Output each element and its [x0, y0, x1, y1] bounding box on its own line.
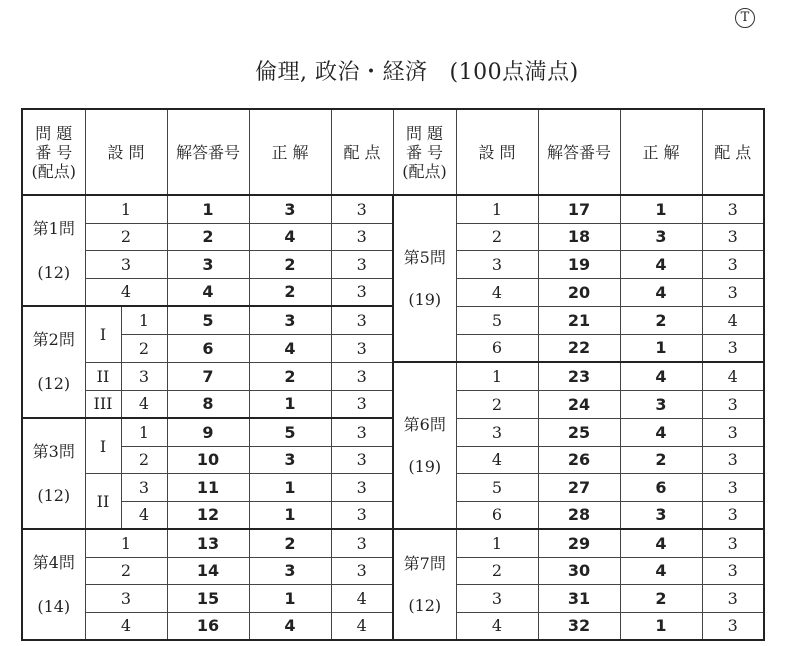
points-value: 3 [331, 446, 393, 474]
answer-number: 26 [538, 446, 620, 474]
answer-number: 4 [167, 278, 249, 306]
points-value: 3 [702, 390, 764, 418]
header-correct: 正 解 [620, 109, 702, 195]
sub-question: 2 [456, 223, 538, 251]
header-sub-question: 設 問 [85, 109, 167, 195]
answer-number: 27 [538, 474, 620, 502]
header-q-number-line: 番 号 [405, 142, 444, 162]
correct-answer: 4 [620, 278, 702, 306]
sub-question: 1 [85, 529, 167, 557]
group-points: (12) [37, 485, 71, 505]
points-value: 3 [331, 418, 393, 446]
version-mark: T [735, 8, 755, 28]
points-value: 3 [702, 446, 764, 474]
header-q-number-line: 問 題 [35, 123, 73, 143]
correct-answer: 3 [620, 223, 702, 251]
answer-table [21, 108, 765, 641]
answer-number: 30 [538, 557, 620, 585]
sub-question: 6 [456, 501, 538, 529]
table-row [22, 195, 764, 223]
header-q-number-line: (配点) [402, 161, 447, 181]
points-value: 3 [331, 306, 393, 334]
answer-number: 5 [167, 306, 249, 334]
header-points: 配 点 [702, 109, 764, 195]
points-value: 3 [702, 278, 764, 306]
correct-answer: 4 [249, 612, 331, 640]
header-answer-number: 解答番号 [167, 109, 249, 195]
answer-number: 31 [538, 585, 620, 613]
header-q-number [393, 109, 456, 195]
sub-question: 2 [85, 223, 167, 251]
points-value: 3 [702, 529, 764, 557]
points-value: 3 [331, 474, 393, 502]
points-value: 3 [702, 418, 764, 446]
sub-question: 1 [456, 529, 538, 557]
sub-question: 4 [121, 390, 167, 418]
answer-number: 21 [538, 306, 620, 334]
question-group [393, 362, 456, 529]
points-value: 3 [702, 585, 764, 613]
sub-question: 2 [456, 390, 538, 418]
section-roman: II [85, 474, 121, 530]
page-title [255, 55, 579, 86]
points-value: 3 [702, 557, 764, 585]
correct-answer: 2 [249, 529, 331, 557]
correct-answer: 3 [249, 195, 331, 223]
points-value: 3 [331, 390, 393, 418]
sub-question: 3 [456, 585, 538, 613]
score-note: (100点満点) [449, 60, 579, 85]
points-value: 3 [331, 334, 393, 362]
header-row [22, 109, 764, 195]
header-q-number [22, 109, 85, 195]
sub-question: 3 [85, 585, 167, 613]
correct-answer: 2 [249, 278, 331, 306]
sub-question: 1 [456, 362, 538, 390]
header-correct: 正 解 [249, 109, 331, 195]
correct-answer: 1 [620, 334, 702, 362]
group-points: (12) [37, 374, 71, 393]
sub-question: 3 [85, 251, 167, 279]
correct-answer: 4 [620, 362, 702, 390]
answer-number: 17 [538, 195, 620, 223]
points-value: 3 [702, 223, 764, 251]
table-row [22, 362, 764, 390]
header-points: 配 点 [331, 109, 393, 195]
answer-number: 6 [167, 334, 249, 362]
correct-answer: 4 [620, 529, 702, 557]
correct-answer: 4 [620, 418, 702, 446]
answer-number: 1 [167, 195, 249, 223]
sub-question: 3 [456, 418, 538, 446]
correct-answer: 1 [620, 612, 702, 640]
points-value: 4 [702, 306, 764, 334]
sub-question: 1 [121, 306, 167, 334]
correct-answer: 1 [249, 474, 331, 502]
correct-answer: 3 [620, 501, 702, 529]
section-roman: II [85, 362, 121, 390]
sub-question: 4 [456, 612, 538, 640]
points-value: 3 [331, 557, 393, 585]
correct-answer: 6 [620, 474, 702, 502]
answer-number: 16 [167, 612, 249, 640]
correct-answer: 4 [620, 251, 702, 279]
correct-answer: 4 [249, 334, 331, 362]
group-points: (12) [37, 262, 71, 282]
points-value: 3 [331, 362, 393, 390]
answer-number: 2 [167, 223, 249, 251]
answer-number: 29 [538, 529, 620, 557]
group-name: 第1問 [32, 218, 75, 238]
header-q-number-line: (配点) [31, 161, 76, 181]
sub-question: 6 [456, 334, 538, 362]
sub-question: 2 [85, 557, 167, 585]
answer-table-body [22, 109, 764, 640]
answer-number: 20 [538, 278, 620, 306]
group-points: (19) [408, 289, 442, 309]
correct-answer: 2 [620, 585, 702, 613]
group-name: 第6問 [403, 414, 446, 434]
answer-number: 13 [167, 529, 249, 557]
question-group [22, 306, 85, 418]
correct-answer: 2 [249, 362, 331, 390]
points-value: 3 [331, 195, 393, 223]
points-value: 3 [702, 195, 764, 223]
sub-question: 3 [456, 251, 538, 279]
sub-question: 2 [121, 446, 167, 474]
points-value: 3 [331, 529, 393, 557]
section-roman: I [85, 306, 121, 362]
group-points: (14) [37, 596, 71, 616]
sub-question: 4 [456, 446, 538, 474]
correct-answer: 2 [620, 446, 702, 474]
answer-number: 19 [538, 251, 620, 279]
sub-question: 1 [85, 195, 167, 223]
points-value: 4 [331, 585, 393, 613]
answer-number: 12 [167, 501, 249, 529]
sub-question: 1 [456, 195, 538, 223]
answer-number: 14 [167, 557, 249, 585]
answer-number: 32 [538, 612, 620, 640]
points-value: 3 [702, 612, 764, 640]
points-value: 3 [331, 501, 393, 529]
answer-number: 22 [538, 334, 620, 362]
header-q-number-line: 番 号 [35, 142, 73, 162]
correct-answer: 5 [249, 418, 331, 446]
sub-question: 4 [85, 278, 167, 306]
group-name: 第4問 [32, 552, 75, 572]
group-name: 第5問 [403, 247, 446, 267]
answer-number: 15 [167, 585, 249, 613]
answer-number: 8 [167, 390, 249, 418]
sub-question: 4 [85, 612, 167, 640]
points-value: 4 [702, 362, 764, 390]
points-value: 3 [702, 474, 764, 502]
answer-number: 25 [538, 418, 620, 446]
group-points: (19) [408, 456, 442, 476]
correct-answer: 2 [249, 251, 331, 279]
header-answer-number: 解答番号 [538, 109, 620, 195]
sub-question: 3 [121, 362, 167, 390]
points-value: 3 [331, 223, 393, 251]
answer-number: 18 [538, 223, 620, 251]
points-value: 3 [702, 251, 764, 279]
points-value: 3 [702, 501, 764, 529]
points-value: 3 [702, 334, 764, 362]
correct-answer: 3 [249, 306, 331, 334]
sub-question: 3 [121, 474, 167, 502]
question-group [22, 195, 85, 306]
correct-answer: 2 [620, 306, 702, 334]
answer-number: 7 [167, 362, 249, 390]
section-roman: I [85, 418, 121, 474]
points-value: 4 [331, 612, 393, 640]
correct-answer: 1 [249, 585, 331, 613]
question-group [393, 195, 456, 362]
correct-answer: 3 [620, 390, 702, 418]
question-group [22, 529, 85, 640]
group-points: (12) [408, 595, 442, 615]
sub-question: 4 [121, 501, 167, 529]
answer-number: 11 [167, 474, 249, 502]
section-roman: III [85, 390, 121, 418]
subject-title: 倫理, 政治・経済 [255, 60, 428, 85]
sub-question: 2 [456, 557, 538, 585]
correct-answer: 3 [249, 446, 331, 474]
group-name: 第7問 [403, 553, 446, 573]
question-group [22, 418, 85, 529]
sub-question: 2 [121, 334, 167, 362]
correct-answer: 4 [620, 557, 702, 585]
correct-answer: 3 [249, 557, 331, 585]
answer-number: 10 [167, 446, 249, 474]
correct-answer: 1 [620, 195, 702, 223]
answer-number: 3 [167, 251, 249, 279]
sub-question: 5 [456, 306, 538, 334]
answer-number: 28 [538, 501, 620, 529]
table-row [22, 529, 764, 557]
points-value: 3 [331, 278, 393, 306]
header-sub-question: 設 問 [456, 109, 538, 195]
answer-number: 23 [538, 362, 620, 390]
sub-question: 4 [456, 278, 538, 306]
correct-answer: 4 [249, 223, 331, 251]
sub-question: 5 [456, 474, 538, 502]
sub-question: 1 [121, 418, 167, 446]
question-group [393, 529, 456, 640]
header-q-number-line: 問 題 [405, 123, 444, 143]
group-name: 第3問 [32, 441, 75, 461]
group-name: 第2問 [32, 330, 75, 349]
correct-answer: 1 [249, 501, 331, 529]
correct-answer: 1 [249, 390, 331, 418]
answer-number: 24 [538, 390, 620, 418]
points-value: 3 [331, 251, 393, 279]
answer-number: 9 [167, 418, 249, 446]
